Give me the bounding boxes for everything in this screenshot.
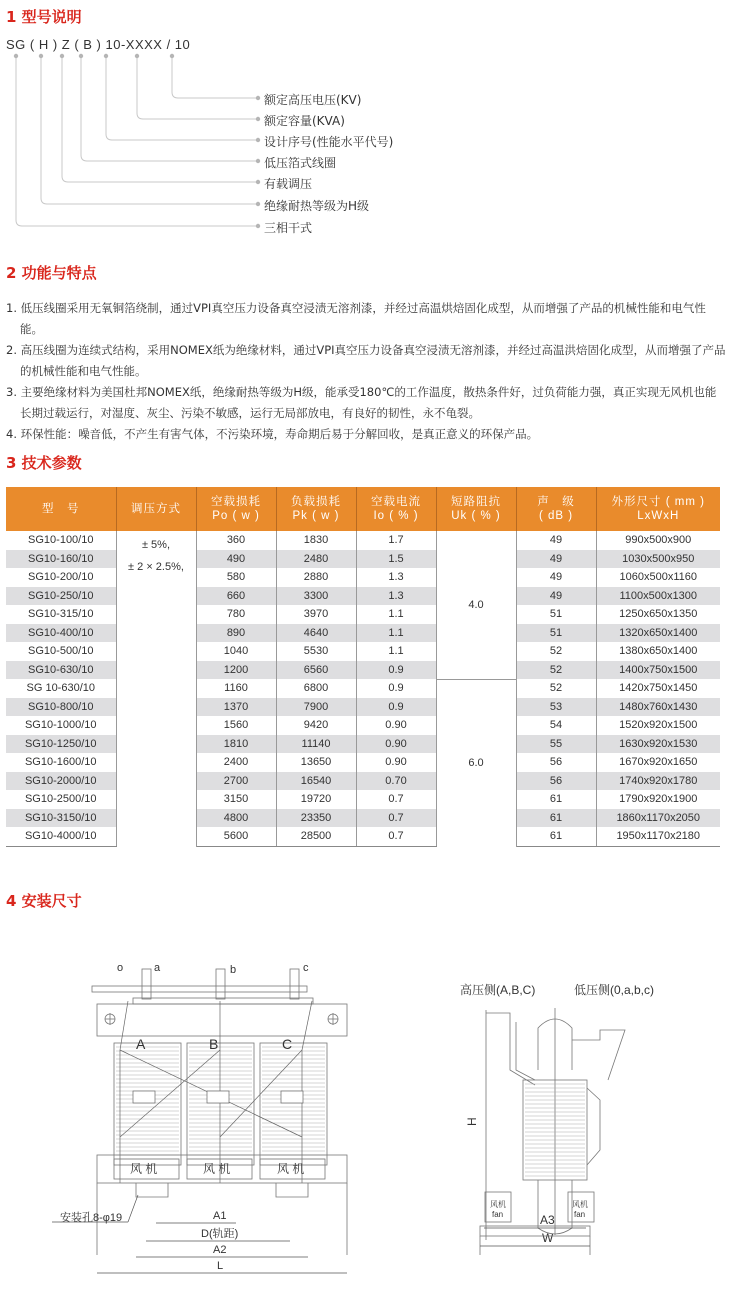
column-header-line: 调压方式	[131, 503, 181, 515]
table-row	[6, 642, 720, 661]
column-header-unit: Pk ( w )	[292, 510, 340, 522]
cell-dims: 1250x650x1350	[619, 608, 698, 621]
table-header-row	[6, 487, 720, 531]
cell-model: SG10-800/10	[6, 698, 116, 717]
feature-item: 3. 主要绝缘材料为美国杜邦NOMEX纸，绝缘耐热等级为H级，能承受180℃的工作温度，散热条件好，过负荷能力强，真正实现无风机也能长期过载运行，对湿度、灰尘、污染不敏感，运行无局部放电，有良好的韧性，永不龟裂。	[6, 385, 717, 420]
cell-model: SG10-2500/10	[6, 790, 116, 809]
table-row	[6, 661, 720, 680]
legend-item: 设计序号(性能水平代号)	[264, 135, 394, 149]
cell-model: SG10-400/10	[6, 624, 116, 643]
cell-io: 0.90	[356, 753, 436, 772]
terminal-label: c	[303, 962, 309, 974]
cell-db: 49	[516, 550, 596, 569]
cell-model: SG10-4000/10	[6, 827, 116, 846]
legend-item: 低压箔式线圈	[264, 156, 337, 170]
column-header	[196, 487, 276, 531]
cell-dims: 1380x650x1400	[619, 645, 698, 658]
legend-item: 有载调压	[264, 177, 313, 191]
spec-table	[6, 487, 720, 847]
column-header	[276, 487, 356, 531]
cell-db: 61	[516, 809, 596, 828]
cell-po: 660	[196, 587, 276, 606]
table-row	[6, 624, 720, 643]
cell-model: SG10-250/10	[6, 587, 116, 606]
table-row	[6, 605, 720, 624]
cell-pk: 4640	[276, 624, 356, 643]
column-header	[356, 487, 436, 531]
cell-io: 0.7	[356, 790, 436, 809]
cell-model: SG10-100/10	[6, 531, 116, 550]
cell-pk: 3300	[276, 587, 356, 606]
terminal-label: o	[117, 962, 124, 974]
top-clamp	[97, 1004, 347, 1036]
cell-dims: 1400x750x1500	[596, 661, 720, 680]
table-row	[6, 753, 720, 772]
column-header-line: 负载损耗	[291, 496, 341, 508]
terminal-b	[216, 969, 225, 999]
table-row	[6, 568, 720, 587]
cell-pk: 19720	[276, 790, 356, 809]
cell-io: 1.1	[356, 642, 436, 661]
column-header-unit: Uk ( % )	[451, 510, 501, 522]
cell-po: 4800	[196, 809, 276, 828]
legend-item: 额定高压电压(KV)	[264, 93, 362, 107]
cell-model: SG10-200/10	[6, 568, 116, 587]
coil-C	[260, 1043, 327, 1165]
front-view-drawing	[50, 955, 370, 1275]
cell-po: 360	[196, 531, 276, 550]
mount-hole-label: 安装孔8-φ19	[60, 1212, 123, 1224]
column-header-line: 短路阻抗	[451, 496, 501, 508]
cell-pk: 3970	[276, 605, 356, 624]
cell-po: 1200	[196, 661, 276, 680]
column-header	[516, 487, 596, 531]
cell-model: SG10-1000/10	[6, 716, 116, 735]
cell-db: 51	[516, 605, 596, 624]
table-body	[6, 531, 720, 846]
column-header-line: 外形尺寸 ( mm )	[611, 496, 705, 508]
cell-db: 56	[516, 772, 596, 791]
cell-db: 61	[516, 827, 596, 846]
cell-io: 0.70	[356, 772, 436, 791]
section-title-features: 2 功能与特点	[6, 264, 97, 282]
regulation-line: ± 5%,	[141, 538, 171, 551]
model-code: SG ( H ) Z ( B ) 10-XXXX / 10	[6, 37, 191, 52]
cell-dims: 1100x500x1300	[596, 587, 720, 606]
cell-uk: 4.0	[436, 531, 516, 679]
terminal-label: C	[282, 1036, 293, 1052]
cell-po: 1810	[196, 735, 276, 754]
cell-model: SG10-3150/10	[6, 809, 116, 828]
cell-po: 490	[196, 550, 276, 569]
fan-label: 风机	[572, 1200, 588, 1209]
cell-model: SG10-630/10	[6, 661, 116, 680]
cell-db: 61	[516, 790, 596, 809]
legend-item: 额定容量(KVA)	[264, 114, 345, 128]
cell-db: 49	[516, 587, 596, 606]
column-header-unit: Po ( w )	[212, 510, 260, 522]
cell-dims: 1520x920x1500	[619, 719, 698, 732]
cell-db: 55	[516, 735, 596, 754]
cell-io: 0.9	[356, 661, 436, 680]
cell-db: 49	[516, 531, 596, 550]
dim-label: W	[542, 1231, 554, 1245]
cell-dims: 1630x920x1530	[596, 735, 720, 754]
cell-db: 52	[516, 642, 596, 661]
terminal-label: b	[230, 964, 237, 976]
cell-db: 56	[516, 753, 596, 772]
fan-label: 风 机	[277, 1162, 305, 1176]
cell-dims: 1420x750x1450	[619, 682, 698, 695]
dim-label: A1	[213, 1210, 227, 1222]
table-row	[6, 809, 720, 828]
column-header	[116, 487, 196, 531]
column-header	[436, 487, 516, 531]
cell-po: 1160	[196, 679, 276, 698]
cell-dims: 1670x920x1650	[619, 756, 698, 769]
cell-io: 1.3	[356, 568, 436, 587]
dim-label: L	[217, 1260, 224, 1272]
cell-dims: 1320x650x1400	[596, 624, 720, 643]
legend-item: 三相干式	[264, 221, 313, 235]
cell-regulation	[116, 531, 196, 846]
cell-uk: 6.0	[436, 679, 516, 846]
cell-io: 1.1	[356, 605, 436, 624]
cell-po: 780	[196, 605, 276, 624]
cell-dims: 990x500x900	[625, 534, 692, 547]
dim-label: A3	[540, 1213, 555, 1227]
table-row	[6, 531, 720, 550]
terminal-label: B	[209, 1036, 219, 1052]
table-row	[6, 679, 720, 698]
terminal-label: a	[154, 962, 161, 974]
cell-model: SG10-315/10	[6, 605, 116, 624]
cell-dims: 1030x500x950	[596, 550, 720, 569]
cell-io: 1.1	[356, 624, 436, 643]
cell-pk: 6560	[276, 661, 356, 680]
cell-pk: 2480	[276, 550, 356, 569]
height-label: H	[465, 1117, 479, 1126]
cell-po: 5600	[196, 827, 276, 846]
table-row	[6, 772, 720, 791]
cell-io: 1.5	[356, 550, 436, 569]
dim-label: D(轨距)	[201, 1228, 239, 1240]
cell-model: SG10-500/10	[6, 642, 116, 661]
table-row	[6, 790, 720, 809]
cell-po: 890	[196, 624, 276, 643]
column-header	[596, 487, 720, 531]
high-side-label: 高压侧(A,B,C)	[460, 983, 536, 997]
section-title-model: 1 型号说明	[6, 8, 82, 26]
cell-db: 52	[516, 679, 596, 698]
cell-po: 3150	[196, 790, 276, 809]
fan-label: fan	[492, 1210, 504, 1219]
column-header-unit: LxWxH	[637, 510, 680, 522]
cell-pk: 7900	[276, 698, 356, 717]
column-header-line: 空载损耗	[211, 496, 261, 508]
column-header-unit: ( dB )	[538, 510, 574, 522]
terminal-label: A	[136, 1036, 146, 1052]
cell-pk: 5530	[276, 642, 356, 661]
feature-list	[6, 298, 726, 445]
terminal-c	[290, 969, 299, 999]
cell-io: 1.3	[356, 587, 436, 606]
column-header-line: 声 级	[537, 496, 575, 508]
cell-dims: 1740x920x1780	[596, 772, 720, 791]
cell-po: 2400	[196, 753, 276, 772]
cell-db: 54	[516, 716, 596, 735]
column-header-line: 型 号	[42, 503, 80, 515]
fan-label: 风 机	[203, 1162, 231, 1176]
cell-io: 1.7	[356, 531, 436, 550]
cell-pk: 11140	[276, 735, 356, 754]
cell-model: SG10-2000/10	[6, 772, 116, 791]
section-title-specs: 3 技术参数	[6, 454, 82, 472]
table-row	[6, 550, 720, 569]
table-row	[6, 735, 720, 754]
cell-dims: 1480x760x1430	[596, 698, 720, 717]
cell-pk: 9420	[276, 716, 356, 735]
fan-label: 风 机	[130, 1162, 158, 1176]
cell-dims: 1860x1170x2050	[596, 809, 720, 828]
cell-pk: 6800	[276, 679, 356, 698]
fan-label: fan	[574, 1210, 586, 1219]
cell-pk: 28500	[276, 827, 356, 846]
cell-po: 1040	[196, 642, 276, 661]
cell-pk: 1830	[276, 531, 356, 550]
column-header-line: 空载电流	[371, 496, 421, 508]
coil-B	[187, 1043, 254, 1165]
column-header-unit: Io ( % )	[373, 510, 419, 522]
cell-db: 53	[516, 698, 596, 717]
table-row	[6, 827, 720, 846]
cell-po: 2700	[196, 772, 276, 791]
table-row	[6, 698, 720, 717]
cell-io: 0.7	[356, 827, 436, 846]
cell-model: SG10-1600/10	[6, 753, 116, 772]
coil-A	[114, 1043, 181, 1165]
cell-pk: 16540	[276, 772, 356, 791]
cell-pk: 23350	[276, 809, 356, 828]
cell-po: 580	[196, 568, 276, 587]
cell-dims: 1790x920x1900	[619, 793, 698, 806]
cell-io: 0.7	[356, 809, 436, 828]
cell-db: 51	[516, 624, 596, 643]
feature-item: 1. 低压线圈采用无氧铜箔绕制，通过VPI真空压力设备真空浸渍无溶剂漆，并经过高温烘焙固化成型，从而增强了产品的机械性能和电气性能。	[6, 301, 706, 336]
dim-label: A2	[213, 1244, 227, 1256]
legend-item: 绝缘耐热等级为H级	[264, 199, 370, 213]
table-row	[6, 716, 720, 735]
column-header	[6, 487, 116, 531]
cell-io: 0.9	[356, 698, 436, 717]
cell-io: 0.90	[356, 735, 436, 754]
cell-dims: 1950x1170x2180	[596, 827, 720, 846]
low-side-label: 低压侧(0,a,b,c)	[574, 983, 655, 997]
cell-db: 49	[516, 568, 596, 587]
cell-po: 1560	[196, 716, 276, 735]
side-view-drawing	[440, 970, 700, 1270]
cell-po: 1370	[196, 698, 276, 717]
section-title-install: 4 安装尺寸	[6, 892, 82, 910]
feature-item: 4. 环保性能：噪音低，不产生有害气体，不污染环境，寿命期后易于分解回收，是真正意义的环保产品。	[6, 427, 539, 441]
cell-io: 0.9	[356, 679, 436, 698]
cell-model: SG 10-630/10	[6, 679, 116, 698]
feature-item: 2. 高压线圈为连续式结构，采用NOMEX纸为绝缘材料，通过VPI真空压力设备真空浸渍无溶剂漆，并经过高温洪焙固化成型，从而增强了产品的机械性能和电气性能。	[6, 343, 726, 378]
regulation-line: ± 2 × 2.5%,	[128, 560, 184, 573]
cell-dims: 1060x500x1160	[619, 571, 697, 584]
cell-model: SG10-160/10	[6, 550, 116, 569]
cell-pk: 2880	[276, 568, 356, 587]
fan-label: 风机	[490, 1200, 506, 1209]
legend-connector-lines	[16, 58, 258, 226]
cell-model: SG10-1250/10	[6, 735, 116, 754]
cell-io: 0.90	[356, 716, 436, 735]
cell-db: 52	[516, 661, 596, 680]
cell-pk: 13650	[276, 753, 356, 772]
terminal-a	[142, 969, 151, 999]
table-row	[6, 587, 720, 606]
